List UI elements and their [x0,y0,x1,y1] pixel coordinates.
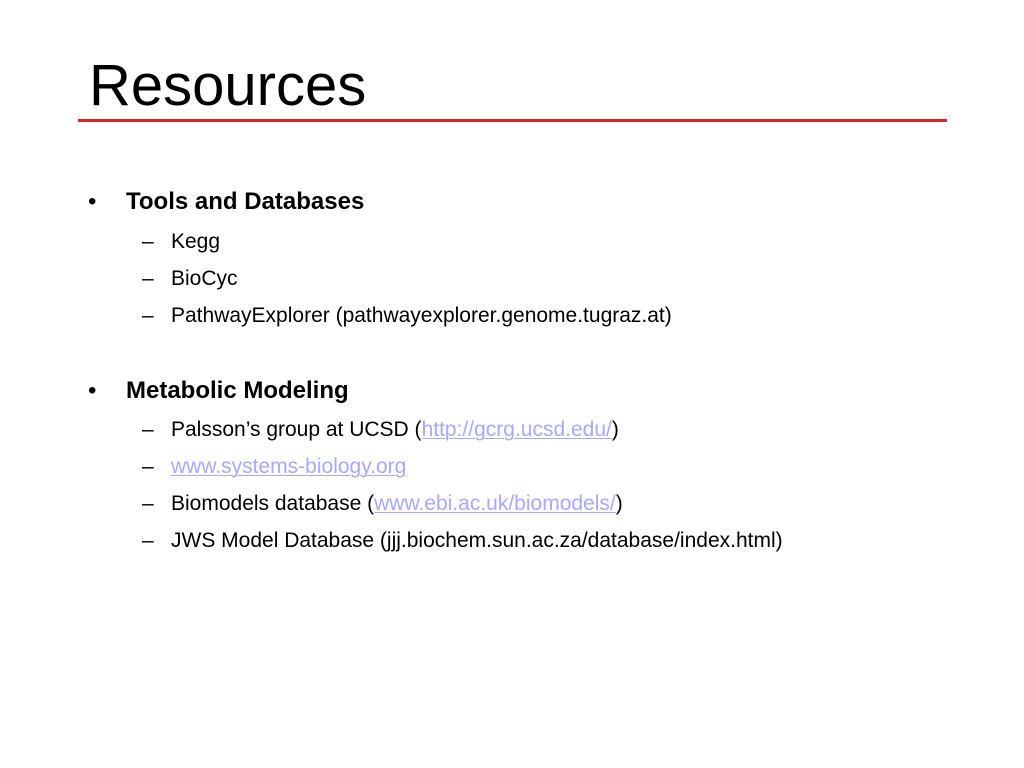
text-prefix: Palsson’s group at UCSD ( [171,418,422,441]
text-prefix: Biomodels database ( [171,492,375,515]
list-item-text: PathwayExplorer (pathwayexplorer.genome.tugraz.at) [171,304,672,327]
dash-icon: – [142,304,154,327]
systems-biology-link[interactable]: www.systems-biology.org [171,455,407,478]
dash-icon: – [142,230,154,253]
list-item-text [171,448,406,485]
dash-icon: – [142,267,154,290]
dash-icon: – [142,492,154,515]
gcrg-link[interactable]: http://gcrg.ucsd.edu/ [421,418,612,441]
text-suffix: ) [611,418,619,441]
bullet-icon: • [88,377,97,404]
list-item-text [171,411,619,448]
list-item-text [171,485,623,522]
bullet-icon: • [88,188,97,215]
section-heading: Metabolic Modeling [126,377,349,404]
biomodels-link[interactable]: www.ebi.ac.uk/biomodels/ [374,492,616,515]
list-item-text: BioCyc [171,267,238,290]
slide-title: Resources [89,53,367,118]
text-suffix: ) [615,492,623,515]
list-item-text: JWS Model Database (jjj.biochem.sun.ac.za/database/index.html) [171,529,783,552]
title-divider [78,119,947,122]
list-item-text: Kegg [171,230,221,253]
dash-icon: – [142,529,154,552]
dash-icon: – [142,455,154,478]
section-heading: Tools and Databases [126,188,365,215]
dash-icon: – [142,418,154,441]
